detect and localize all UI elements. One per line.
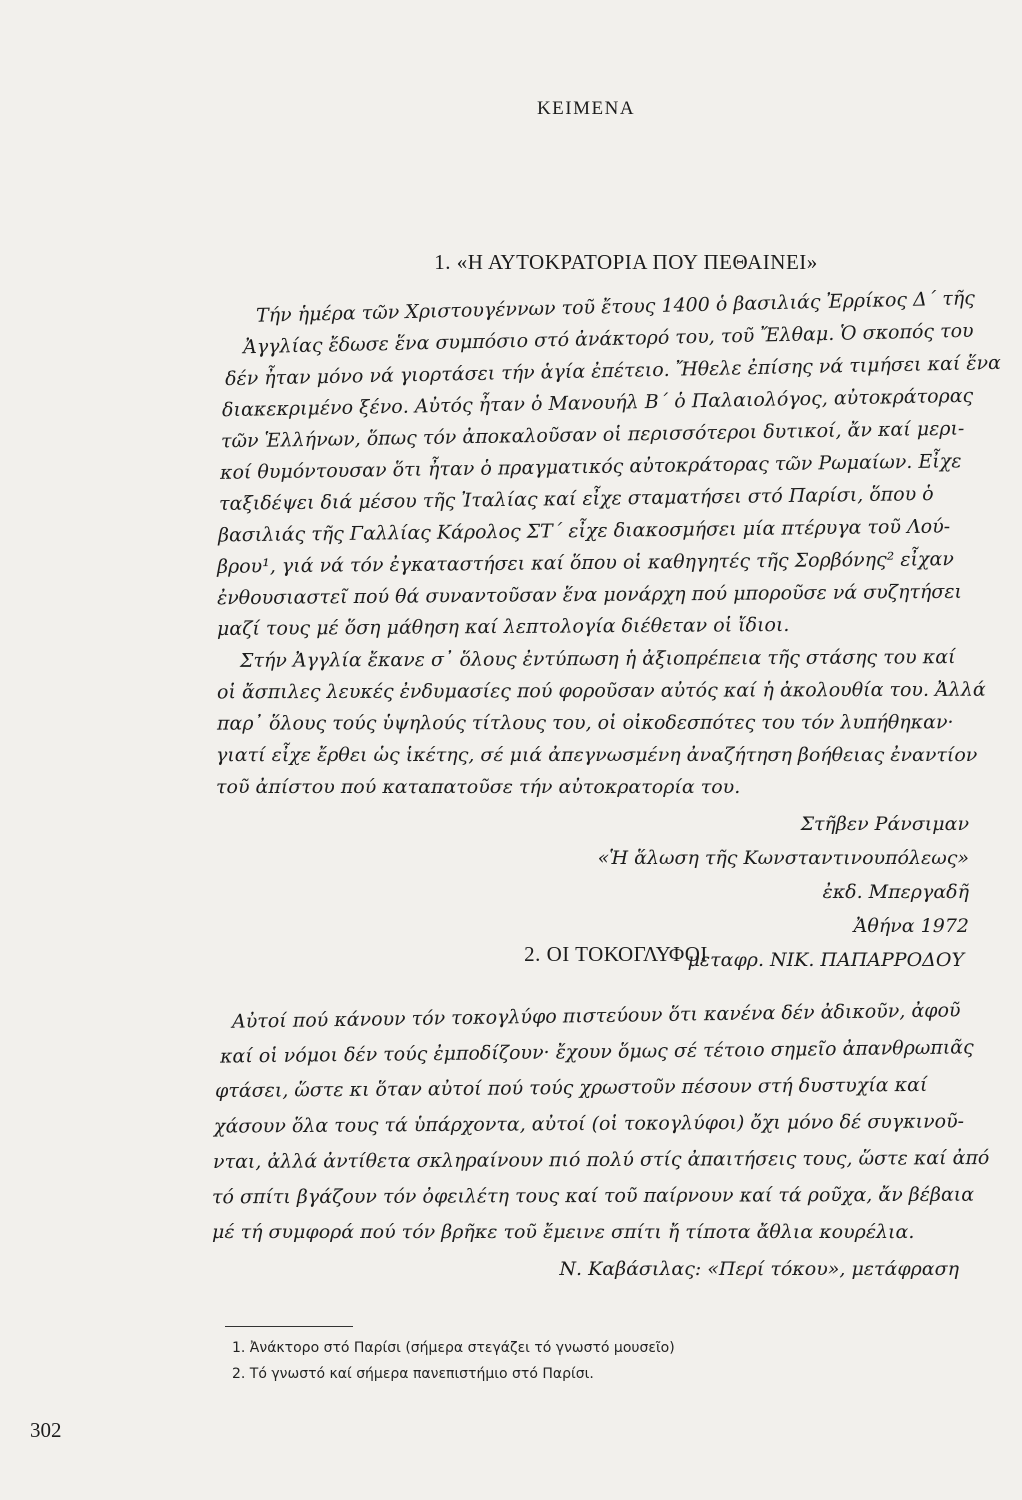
section-1-line: τοῦ ἀπίστου πού καταπατοῦσε τήν αὐτοκρατορία του. xyxy=(216,776,741,798)
section-1-title: 1. «Η ΑΥΤΟΚΡΑΤΟΡΙΑ ΠΟΥ ΠΕΘΑΙΝΕΙ» xyxy=(434,250,818,274)
footnote-1: 1. Ἀνάκτορο στό Παρίσι (σήμερα στεγάζει τό γνωστό μουσεῖο) xyxy=(232,1340,675,1356)
citation-translator: μεταφρ. ΝΙΚ. ΠΑΠΑΡΡΟΔΟΥ xyxy=(687,949,964,971)
section-2-line: Αὐτοί πού κάνουν τόν τοκογλύφο πιστεύουν ὅτι κανένα δέν ἀδικοῦν, ἀφοῦ xyxy=(231,999,961,1033)
section-1-line: δέν ἦταν μόνο νά γιορτάσει τήν ἁγία ἐπέτειο. Ἤθελε ἐπίσης νά τιμήσει καί ἕνα xyxy=(224,351,1002,391)
footnote-divider xyxy=(225,1326,353,1327)
section-2-line: μέ τή συμφορά πού τόν βρῆκε τοῦ ἔμεινε σπίτι ἤ τίποτα ἄθλια κουρέλια. xyxy=(212,1221,915,1243)
section-1-line: παρ᾽ ὅλους τούς ὑψηλούς τίτλους του, οἱ οἰκοδεσπότες του τόν λυπήθηκαν· xyxy=(216,711,954,735)
section-1-line: οἱ ἄσπιλες λευκές ἐνδυμασίες πού φοροῦσαν αὐτός καί ἡ ἀκολουθία του. Ἀλλά xyxy=(216,678,986,704)
section-2-line: χάσουν ὅλα τους τά ὑπάρχοντα, αὐτοί (οἱ τοκογλύφοι) ὄχι μόνο δέ συγκινοῦ- xyxy=(213,1110,965,1138)
section-1-line: κοί θυμόντουσαν ὅτι ἦταν ὁ πραγματικός αὐτοκράτορας τῶν Ρωμαίων. Εἶχε xyxy=(219,450,962,484)
section-1-line: ἐνθουσιαστεῖ πού θά συναντοῦσαν ἕνα μονάρχη πού μποροῦσε νά συζητήσει xyxy=(216,580,963,610)
section-1-line: διακεκριμένο ξένο. Αὐτός ἦταν ὁ Μανουήλ Β΄ ὁ Παλαιολόγος, αὐτοκράτορας xyxy=(221,384,974,422)
section-1-line: Ἀγγλίας ἔδωσε ἕνα συμπόσιο στό ἀνάκτορό του, τοῦ Ἔλθαμ. Ὁ σκοπός του xyxy=(242,319,974,359)
section-1-line: βρου¹, γιά νά τόν ἐγκαταστήσει καί ὅπου οἱ καθηγητές τῆς Σορβόνης² εἶχαν xyxy=(216,548,954,578)
section-1-line: ταξιδέψει διά μέσου τῆς Ἰταλίας καί εἶχε σταματήσει στό Παρίσι, ὅπου ὁ xyxy=(218,483,934,515)
section-2-line: νται, ἀλλά ἀντίθετα σκληραίνουν πιό πολύ στίς ἀπαιτήσεις τους, ὥστε καί ἀπό xyxy=(212,1146,990,1174)
section-1-line: γιατί εἶχε ἔρθει ὡς ἱκέτης, σέ μιά ἀπεγνωσμένη ἀναζήτηση βοήθειας ἐναντίον xyxy=(216,744,978,766)
section-1-line: βασιλιάς τῆς Γαλλίας Κάρολος ΣΤ΄ εἶχε διακοσμήσει μία πτέρυγα τοῦ Λού- xyxy=(217,515,951,547)
section-2-line: καί οἱ νόμοι δέν τούς ἐμποδίζουν· ἔχουν ὅμως σέ τέτοιο σημεῖο ἀπανθρωπιᾶς xyxy=(219,1036,974,1068)
section-2-citation: Ν. Καβάσιλας: «Περί τόκου», μετάφραση xyxy=(559,1258,959,1280)
citation-author: Στῆβεν Ράνσιμαν xyxy=(800,813,969,835)
citation-title: «Ἡ ἅλωση τῆς Κωνσταντινουπόλεως» xyxy=(597,847,969,869)
section-1-line: Τήν ἡμέρα τῶν Χριστουγέννων τοῦ ἔτους 1400 ὁ βασιλιάς Ἐρρίκος Δ΄ τῆς xyxy=(255,287,976,327)
section-2-title: 2. ΟΙ ΤΟΚΟΓΛΥΦΟΙ xyxy=(524,942,708,966)
citation-place-year: Ἀθήνα 1972 xyxy=(853,915,969,937)
section-1-line: μαζί τους μέ ὅση μάθηση καί λεπτολογία διέθεταν οἱ ἴδιοι. xyxy=(216,614,790,640)
section-1-line: Στήν Ἀγγλία ἔκανε σ᾽ ὅλους ἐντύπωση ἡ ἀξιοπρέπεια τῆς στάσης του καί xyxy=(239,646,956,672)
section-2-line: φτάσει, ὥστε κι ὅταν αὐτοί πού τούς χρωστοῦν πέσουν στή δυστυχία καί xyxy=(214,1073,928,1103)
footnote-2: 2. Τό γνωστό καί σήμερα πανεπιστήμιο στό Παρίσι. xyxy=(232,1366,594,1382)
section-1-line: τῶν Ἑλλήνων, ὅπως τόν ἀποκαλοῦσαν οἱ περισσότεροι δυτικοί, ἄν καί μερι- xyxy=(220,417,965,453)
page-number: 302 xyxy=(30,1418,62,1442)
citation-publisher: ἐκδ. Μπεργαδῆ xyxy=(822,881,969,903)
section-2-line: τό σπίτι βγάζουν τόν ὀφειλέτη τους καί τοῦ παίρνουν καί τά ροῦχα, ἄν βέβαια xyxy=(211,1183,975,1209)
running-head: ΚΕΙΜΕΝΑ xyxy=(536,98,636,119)
